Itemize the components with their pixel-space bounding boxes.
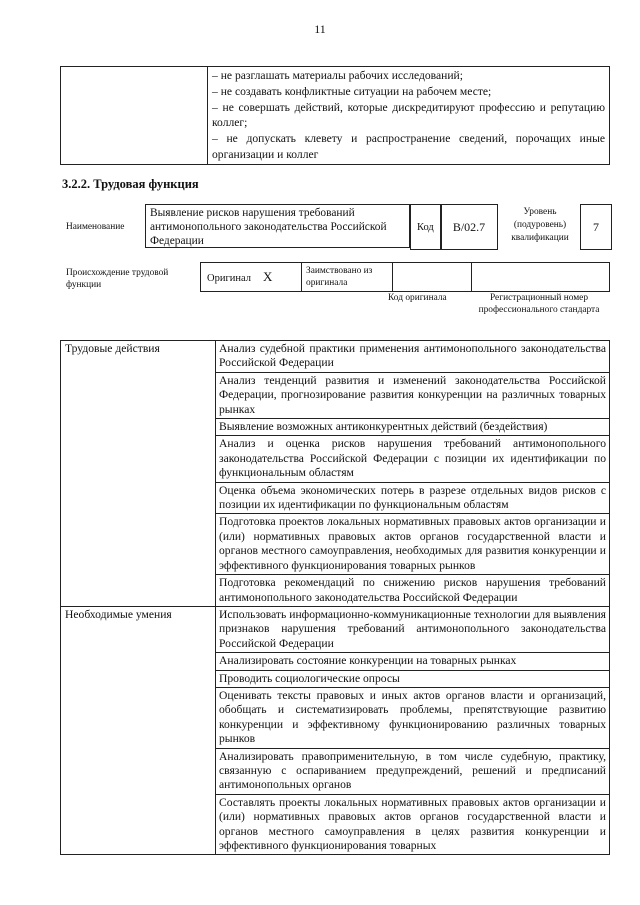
original-code-caption: Код оригинала: [388, 293, 447, 303]
borrowed-cell: [302, 263, 393, 292]
skill-item: Анализировать правоприменительную, в том числе судебную, практику, связанную с оспариванием предупреждений, решений и предписаний антимонопольных органов: [216, 749, 609, 795]
origin-label: Происхождение трудовой функции: [66, 268, 169, 290]
labor-action-item: Выявление возможных антиконкурентных действий (бездействия): [216, 419, 609, 436]
original-label: Оригинал: [207, 273, 251, 284]
labor-actions-label: Трудовые действия: [61, 341, 216, 607]
labor-function-table: [60, 340, 610, 855]
level-label: Уровень (подуровень) квалификации: [511, 207, 569, 243]
skill-item: Использовать информационно-коммуникационные технологии для выявления признаков нарушения требований антимонопольного законодательства Российской Федерации: [216, 607, 609, 653]
name-label: Наименование: [66, 222, 125, 232]
section-title: 3.2.2. Трудовая функция: [62, 177, 199, 191]
level-value: 7: [580, 204, 612, 250]
continuation-line: – не совершать действий, которые дискредитируют профессию и репутацию коллег;: [212, 100, 605, 130]
continuation-table: [60, 66, 610, 165]
continuation-text-cell: [208, 67, 610, 165]
labor-action-item: Анализ и оценка рисков нарушения требований антимонопольного законодательства Российской Федерации с позиции их идентификации по функциональным областям: [216, 436, 609, 482]
page-number: 11: [314, 22, 326, 36]
continuation-line: – не допускать клевету и распространение сведений, порочащих иные организации и коллег: [212, 132, 605, 161]
skills-label: Необходимые умения: [61, 606, 216, 855]
skill-item: Проводить социологические опросы: [216, 671, 609, 688]
labor-action-item: Анализ тенденций развития и изменений законодательства Российской Федерации, прогнозирование развития конкуренции на различных товарных рынках: [216, 373, 609, 419]
reg-number-cell: [472, 263, 610, 292]
origin-table: [200, 262, 610, 292]
skill-item: Составлять проекты локальных нормативных правовых актов организации и (или) нормативных правовых актов органов государственной власти и органов местного самоуправления в целях развития конкуренции и эффективного функционирования товарных: [219, 795, 606, 852]
skill-item: Анализировать состояние конкуренции на товарных рынках: [216, 653, 609, 670]
labor-actions-cell: [216, 341, 610, 607]
labor-action-item: Анализ судебной практики применения антимонопольного законодательства Российской Федерации: [216, 341, 609, 373]
borrowed-label: Заимствовано из оригинала: [306, 266, 373, 288]
labor-action-item: Подготовка рекомендаций по снижению рисков нарушения требований антимонопольного законодательства Российской Федерации: [219, 576, 606, 604]
continuation-empty-cell: [61, 67, 208, 165]
code-value: В/02.7: [440, 204, 498, 250]
labor-action-item: Оценка объема экономических потерь в разрезе отдельных видов рисков с позиции их идентификации по функциональным областям: [216, 483, 609, 515]
code-label-box: [410, 204, 442, 250]
original-cell: [201, 263, 302, 292]
skill-item: Оценивать тексты правовых и иных актов органов власти и организаций, обобщать и систематизировать проблемы, препятствующие развитию конкуренции и эффективному функционированию различных товарных рынков: [216, 688, 609, 749]
skills-cell: [216, 606, 610, 855]
continuation-line: – не создавать конфликтные ситуации на рабочем месте;: [212, 84, 492, 98]
original-mark: X: [263, 269, 273, 284]
function-name: Выявление рисков нарушения требований антимонопольного законодательства Российской Федерации: [145, 204, 410, 248]
continuation-line: – не разглашать материалы рабочих исследований;: [212, 69, 463, 82]
reg-number-caption: Регистрационный номер профессионального стандарта: [478, 293, 600, 315]
labor-action-item: Подготовка проектов локальных нормативных правовых актов организации и (или) нормативных правовых актов органов государственной власти и органов местного самоуправления, необходимых для развития конкуренции и эффективного функционирования товарных рынков: [216, 514, 609, 575]
code-label: Код: [417, 222, 434, 233]
original-code-cell: [393, 263, 472, 292]
